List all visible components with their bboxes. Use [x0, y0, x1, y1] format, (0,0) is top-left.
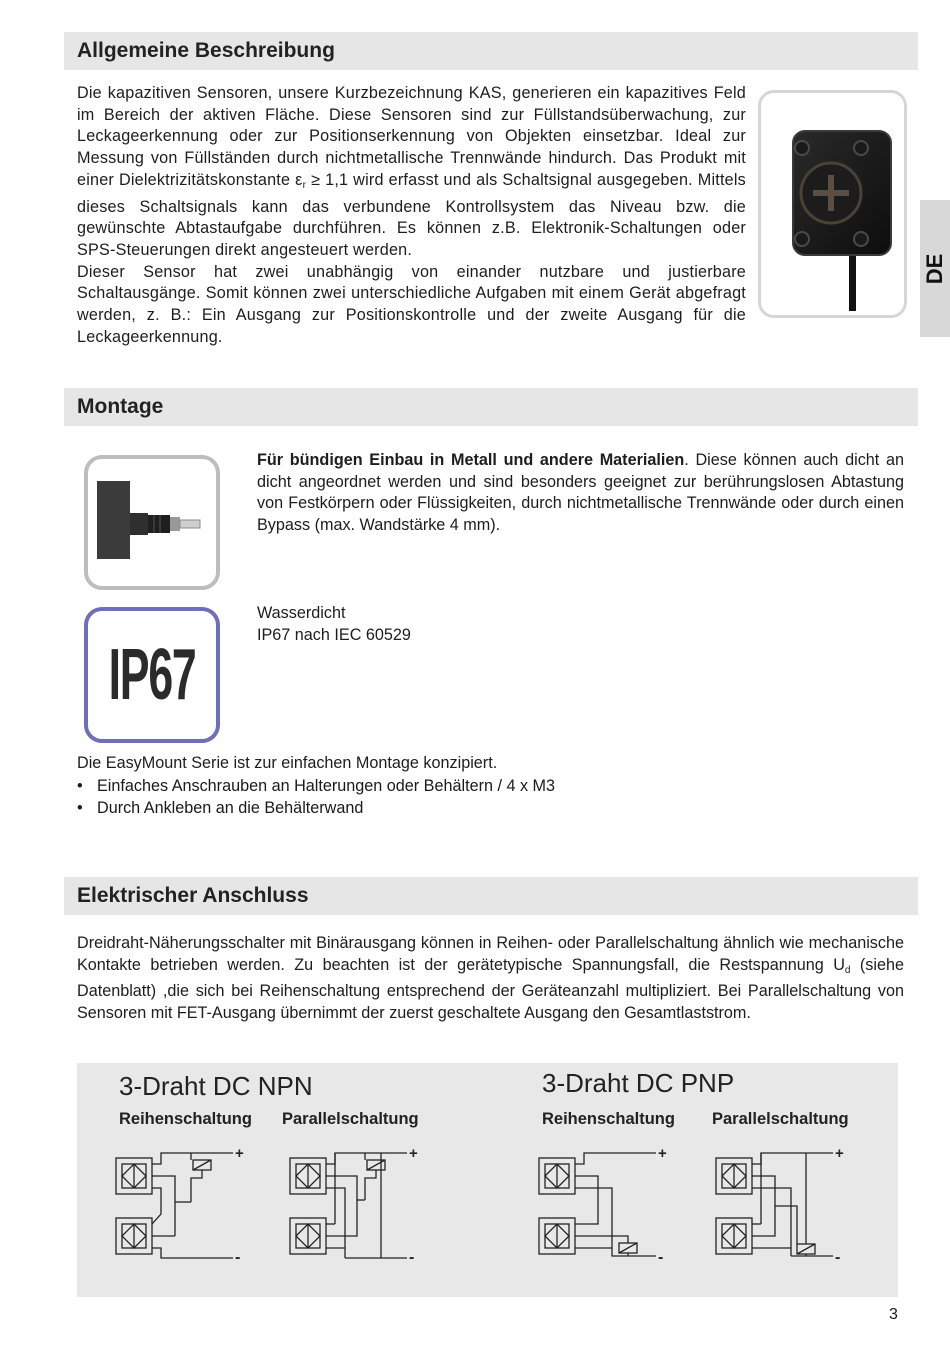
section-header-general — [64, 32, 918, 70]
pnp-series-diagram — [536, 1148, 676, 1268]
section-title: Allgemeine Beschreibung — [77, 39, 335, 62]
text-fragment: . Diese können auch dicht an dicht angeordnet werden und sind besonders geeignet zur berührungslosen Abtastung von Festkörpern oder Flüssigkeiten, durch nichtmetallische Trennwände oder durch einen Bypass (max. Wandstärke 4 mm). — [257, 451, 905, 535]
ip67-badge — [84, 607, 220, 743]
npn-parallel-diagram — [287, 1148, 427, 1268]
text-fragment: Die kapazitiven Sensoren, unsere Kurzbezeichnung KAS, generieren ein kapazitives Feld im Bereich der aktiven Fläche. Diese Sensoren sind zur Füllstandsüberwachung, zur Leckageerkennung oder zur Positionserkennung von Objekten einsetzbar. Ideal zur Messung von Füllständen durch nichtmetallische Trennwände hindurch. Das Produkt mit einer Dielektrizitätskonstante ε — [77, 84, 746, 189]
wiring-diagrams-panel — [77, 1063, 898, 1297]
pnp-title: 3-Draht DC PNP — [542, 1068, 735, 1098]
flush-mount-paragraph — [257, 450, 904, 537]
npn-series-diagram — [113, 1148, 253, 1268]
minus-label: - — [409, 1249, 415, 1266]
subscript: d — [844, 964, 851, 976]
general-paragraph-1 — [77, 83, 746, 262]
text-fragment: ≥ 1,1 wird erfasst und als Schaltsignal ausgegeben. Mittels dieses Schaltsignals kann das verbundene Kontrollsystem das Niveau bzw. die gewünschte Abtastaufgabe durchführen. Es können z.B. Elektronik-Schaltungen oder SPS-Steuerungen direkt angesteuert werden. — [77, 170, 746, 259]
plus-label: + — [235, 1148, 244, 1162]
page-number: 3 — [889, 1306, 898, 1323]
general-description — [77, 83, 746, 348]
text-fragment: Dreidraht-Näherungsschalter mit Binärausgang können in Reihen- oder Parallelschaltung ähnlich wie mechanische Kontakte betrieben werden. Zu beachten ist der gerätetypische Spannungsfall, die Restspannung U — [77, 934, 904, 974]
general-paragraph-2: Dieser Sensor hat zwei unabhängig von einander nutzbare und justierbare Schaltausgänge. Somit können zwei unterschiedliche Aufgaben mit einem Gerät abgefragt werden, z. B.: Ein Ausgang zur Positionskontrolle und der zweite Ausgang für die Leckageerkennung. — [77, 262, 746, 346]
plus-label: + — [835, 1148, 844, 1162]
list-item: • Einfaches Anschrauben an Halterungen oder Behältern / 4 x M3 — [77, 775, 555, 797]
mounting-bullets — [77, 775, 555, 819]
pnp-series-label: Reihenschaltung — [542, 1110, 675, 1128]
section-title: Montage — [77, 395, 164, 418]
pnp-parallel-diagram — [713, 1148, 853, 1268]
ip-norm-label: IP67 nach IEC 60529 — [257, 625, 411, 644]
minus-label: - — [235, 1249, 241, 1266]
minus-label: - — [835, 1249, 841, 1266]
ip67-badge-text: IP67 — [108, 635, 196, 715]
ip-description — [257, 603, 657, 646]
section-header-electrical — [64, 877, 918, 915]
easymount-text: Die EasyMount Serie ist zur einfachen Montage konzipiert. — [77, 754, 498, 772]
flush-mount-heading: Für bündigen Einbau in Metall und andere Materialien — [257, 451, 685, 469]
language-tab[interactable] — [920, 200, 950, 337]
electrical-paragraph — [77, 933, 904, 1025]
text-fragment: (siehe Datenblatt) ,die sich bei Reihenschaltung entsprechend der Geräteanzahl multipliziert. Bei Parallelschaltung von Sensoren mit FET-Ausgang übernimmt der zuerst geschaltete Ausgang den Gesamtlaststrom. — [77, 955, 904, 1023]
flush-mount-drawing — [88, 459, 216, 586]
npn-title: 3-Draht DC NPN — [119, 1071, 313, 1101]
npn-series-label: Reihenschaltung — [119, 1110, 252, 1128]
easymount-intro — [77, 753, 877, 775]
section-header-mounting — [64, 388, 918, 426]
sensor-photo — [758, 90, 907, 318]
minus-label: - — [658, 1249, 664, 1266]
sensor-product-image — [761, 93, 904, 315]
waterproof-label: Wasserdicht — [257, 604, 346, 622]
language-tab-label: DE — [922, 253, 947, 284]
pnp-parallel-label: Parallelschaltung — [712, 1110, 849, 1128]
flush-mount-icon — [84, 455, 220, 590]
electrical-description — [77, 933, 904, 1025]
flush-mount-description — [257, 450, 904, 537]
list-item: • Durch Ankleben an die Behälterwand — [77, 797, 555, 819]
npn-parallel-label: Parallelschaltung — [282, 1110, 419, 1128]
section-title: Elektrischer Anschluss — [77, 884, 309, 907]
plus-label: + — [658, 1148, 667, 1162]
subscript: r — [302, 179, 307, 191]
plus-label: + — [409, 1148, 418, 1162]
